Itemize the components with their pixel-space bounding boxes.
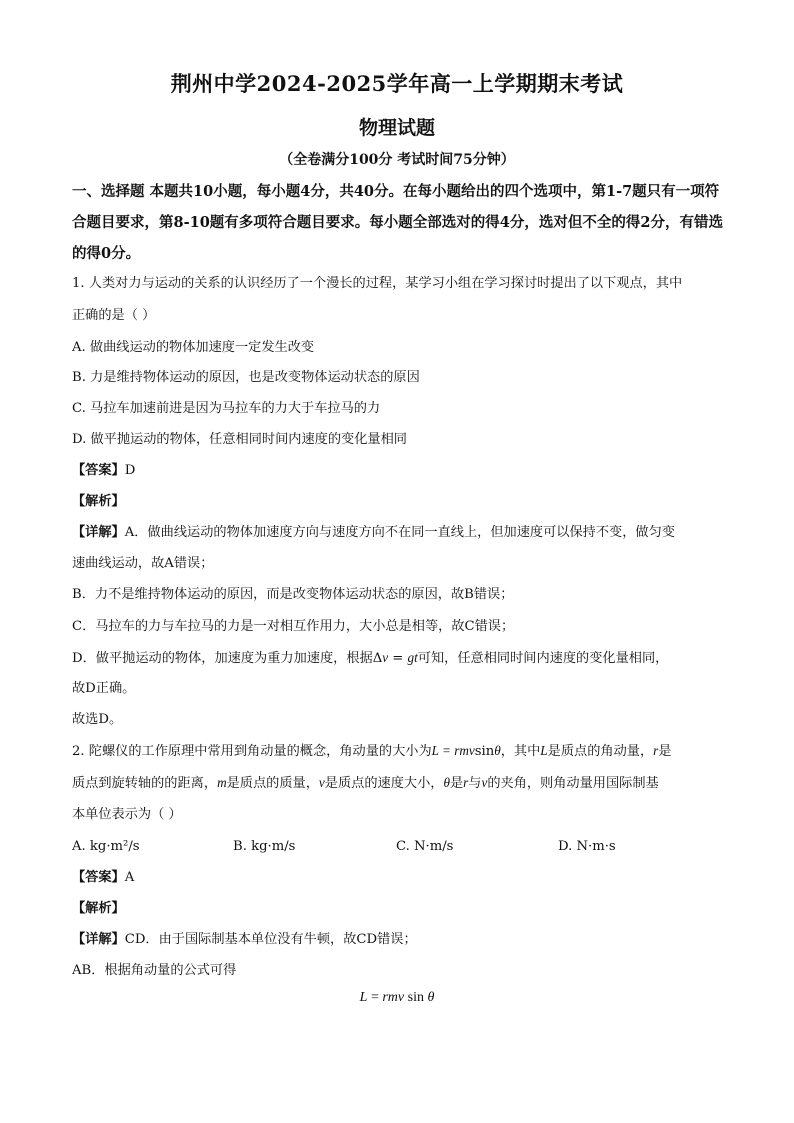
detail-a-text: A．做曲线运动的物体加速度方向与速度方向不在同一直线上，但加速度可以保持不变，做匀变 <box>124 525 675 540</box>
q1-option-d: D. 做平抛运动的物体，任意相同时间内速度的变化量相同 <box>72 432 407 447</box>
exam-title: 荆州中学2024-2025学年高一上学期期末考试 <box>170 71 624 96</box>
detail-cd-text: CD．由于国际制基本单位没有牛顿，故CD错误； <box>124 932 417 947</box>
section-heading: 一、选择题 本题共10小题，每小题4分，共40分。在每小题给出的四个选项中，第1-7题只有一项符合题目要求，第8-10题有多项符合题目要求。每小题全部选对的得4分，选对但不全的得2分，有错选的得0分。 <box>72 183 723 262</box>
answer-value: A <box>124 870 135 885</box>
q2-analysis-tag <box>72 899 724 919</box>
var-v: v <box>481 775 488 790</box>
var-v: v <box>318 775 325 790</box>
q1-detail-a-line2: 速曲线运动，故A错误； <box>72 556 214 571</box>
var-r: r <box>463 775 469 790</box>
q1-option-c: C. 马拉车加速前进是因为马拉车的力大于车拉马的力 <box>72 401 381 416</box>
formula-L: L <box>359 990 368 1005</box>
q2-text: 是质点的速度大小， <box>324 776 444 791</box>
q1-stem-line1: 1. 人类对力与运动的关系的认识经历了一个漫长的过程，某学习小组在学习探讨时提出了以下观点，其中 <box>72 276 683 291</box>
answer-tag: 【答案】 <box>72 870 125 885</box>
q2-stem-line3: 本单位表示为（ ） <box>72 807 182 822</box>
exam-subtitle: 物理试题 <box>358 117 435 139</box>
q2-text: 的夹角，则角动量用国际制基 <box>487 776 659 791</box>
q2-text: 是质点的质量， <box>226 776 319 791</box>
answer-value: D <box>124 463 136 478</box>
q2-text: 是 <box>449 776 464 791</box>
q1-option-b: B. 力是维持物体运动的原因，也是改变物体运动状态的原因 <box>72 370 420 385</box>
q2-option-a: A. kg·m²/s <box>72 839 140 854</box>
q2-text: ，其中 <box>500 744 541 759</box>
formula-theta: θ <box>427 990 435 1005</box>
angular-momentum-formula: L = rmv <box>431 743 475 758</box>
q1-detail-b: B．力不是维持物体运动的原因，而是改变物体运动状态的原因，故B错误； <box>72 587 514 602</box>
q1-stem-line2: 正确的是（ ） <box>72 308 156 323</box>
q2-text: 质点到旋转轴的的距离， <box>72 776 218 791</box>
q2-text: 是质点的角动量， <box>547 744 654 759</box>
q2-stem-line1 <box>72 741 724 762</box>
var-L: L <box>540 743 548 758</box>
var-r: r <box>653 743 659 758</box>
var-theta: θ <box>443 775 450 790</box>
formula-theta: θ <box>494 743 501 758</box>
q2-option-d: D. N·m·s <box>558 839 616 854</box>
q1-detail-a-line1 <box>72 523 724 543</box>
q2-answer <box>72 868 724 888</box>
var-m: m <box>217 775 227 790</box>
q1-answer <box>72 461 724 481</box>
detail-d-text: D．做平抛运动的物体，加速度为重力加速度，根据 <box>72 651 373 666</box>
q1-option-a: A. 做曲线运动的物体加速度一定发生改变 <box>72 340 315 355</box>
analysis-tag: 【解析】 <box>72 901 125 916</box>
q1-detail-d-line1 <box>72 648 724 669</box>
q2-detail-ab: AB．根据角动量的公式可得 <box>72 963 237 978</box>
q2-detail-cd <box>72 930 724 950</box>
q2-text: 是 <box>658 744 672 759</box>
formula-eq: = <box>367 990 383 1005</box>
detail-tag: 【详解】 <box>72 525 125 540</box>
formula-v: v <box>382 650 389 665</box>
formula-sin: sin <box>474 744 495 759</box>
detail-tag: 【详解】 <box>72 932 125 947</box>
delta-v-formula <box>373 651 418 666</box>
answer-tag: 【答案】 <box>72 463 125 478</box>
analysis-tag: 【解析】 <box>72 494 125 509</box>
q2-text: 2. 陀螺仪的工作原理中常用到角动量的概念，角动量的大小为 <box>72 744 432 759</box>
delta-symbol: Δ <box>372 651 383 666</box>
q2-option-c: C. N·m/s <box>396 839 454 854</box>
detail-d-post: 可知，任意相同时间内速度的变化量相同， <box>417 651 669 666</box>
q2-text: 与 <box>468 776 482 791</box>
formula-sin: sin <box>404 990 428 1005</box>
q1-conclusion: 故选D。 <box>72 712 123 727</box>
exam-info: （全卷满分100分 考试时间75分钟） <box>279 152 515 168</box>
q2-option-b: B. kg·m/s <box>233 839 296 854</box>
q1-detail-d-line2: 故D正确。 <box>72 681 136 696</box>
formula-eq: = <box>388 651 408 666</box>
q1-analysis-tag <box>72 492 724 512</box>
q2-stem-line2 <box>72 773 724 794</box>
q1-detail-c: C．马拉车的力与车拉马的力是一对相互作用力，大小总是相等，故C错误； <box>72 619 515 634</box>
formula-rmv: rmv <box>382 990 405 1005</box>
formula-gt: gt <box>407 650 418 665</box>
display-formula <box>0 990 794 1006</box>
